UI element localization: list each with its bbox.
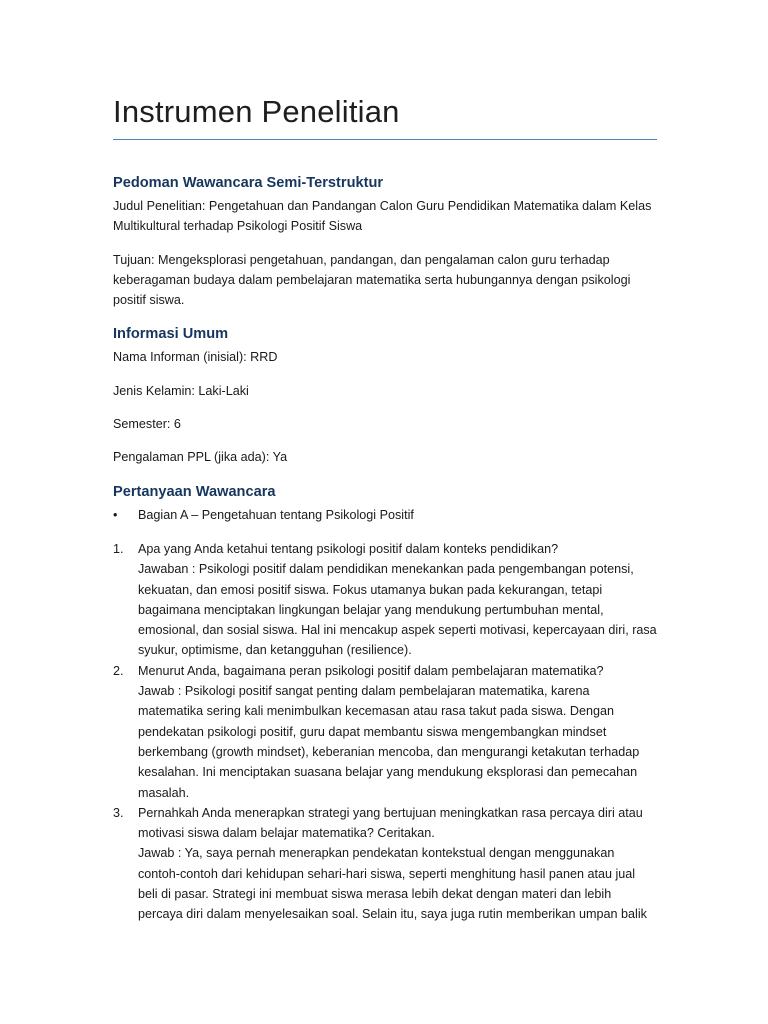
general-info-heading: Informasi Umum bbox=[113, 326, 229, 343]
question-text: Apa yang Anda ketahui tentang psikologi positif dalam konteks pendidikan? bbox=[138, 541, 559, 556]
question-item bbox=[113, 661, 658, 803]
answer-text: Jawab : Ya, saya pernah menerapkan pendekatan kontekstual dengan menggunakan contoh-contoh dari kehidupan sehari-hari siswa, seperti menghitung hasil panen atau jual beli di pasar. Strategi ini membuat siswa merasa lebih dekat dengan materi dan lebih percaya diri dalam menyelesaikan soal. Selain itu, saya juga rutin memberikan umpan balik bbox=[138, 846, 647, 922]
guide-heading: Pedoman Wawancara Semi-Terstruktur bbox=[113, 175, 384, 191]
informant-gender: Jenis Kelamin: Laki-Laki bbox=[113, 383, 249, 398]
research-objective: Tujuan: Mengeksplorasi pengetahuan, pandangan, dan pengalaman calon guru terhadap keberagaman budaya dalam pembelajaran matematika serta hubungannya dengan psikologi positif siswa. bbox=[113, 252, 631, 308]
answer-text: Jawaban : Psikologi positif dalam pendidikan menekankan pada pengembangan potensi, kekuatan, dan emosi positif siswa. Fokus utamanya bukan pada kekurangan, tetapi bagaimana menciptakan lingkungan belajar yang mendukung pertumbuhan mental, emosional, dan sosial siswa. Hal ini mencakup aspek seperti motivasi, kepercayaan diri, rasa syukur, optimisme, dan ketangguhan (resilience). bbox=[138, 562, 657, 658]
interview-heading: Pertanyaan Wawancara bbox=[113, 483, 276, 500]
research-title: Judul Penelitian: Pengetahuan dan Pandangan Calon Guru Pendidikan Matematika dalam Kelas Multikultural terhadap Psikologi Positif Siswa bbox=[113, 199, 652, 234]
question-number: 3. bbox=[113, 805, 124, 820]
informant-semester: Semester: 6 bbox=[113, 417, 181, 432]
question-list bbox=[113, 539, 658, 925]
section-bullet-item bbox=[113, 505, 658, 525]
section-label: Bagian A – Pengetahuan tentang Psikologi Positif bbox=[138, 507, 414, 522]
document-body bbox=[113, 170, 658, 925]
question-text: Menurut Anda, bagaimana peran psikologi positif dalam pembelajaran matematika? bbox=[138, 663, 604, 678]
question-number: 1. bbox=[113, 541, 124, 556]
question-text: Pernahkah Anda menerapkan strategi yang bertujuan meningkatkan rasa percaya diri atau motivasi siswa dalam belajar matematika? Ceritakan. bbox=[138, 805, 643, 841]
informant-ppl: Pengalaman PPL (jika ada): Ya bbox=[113, 450, 288, 465]
informant-name: Nama Informan (inisial): RRD bbox=[113, 350, 278, 365]
question-number: 2. bbox=[113, 663, 124, 678]
question-item bbox=[113, 539, 658, 661]
question-item bbox=[113, 803, 658, 925]
document-title: Instrumen Penelitian bbox=[113, 94, 400, 129]
bullet-icon: • bbox=[113, 507, 118, 522]
answer-text: Jawab : Psikologi positif sangat penting dalam pembelajaran matematika, karena matematika sering kali menimbulkan kecemasan atau rasa takut pada siswa. Dengan pendekatan psikologi positif, guru dapat membantu siswa mengembangkan mindset berkembang (growth mindset), keberanian mencoba, dan mengurangi ketakutan terhadap kesalahan. Ini menciptakan suasana belajar yang mendukung eksplorasi dan pemecahan masalah. bbox=[138, 684, 640, 800]
title-underline bbox=[113, 139, 657, 140]
